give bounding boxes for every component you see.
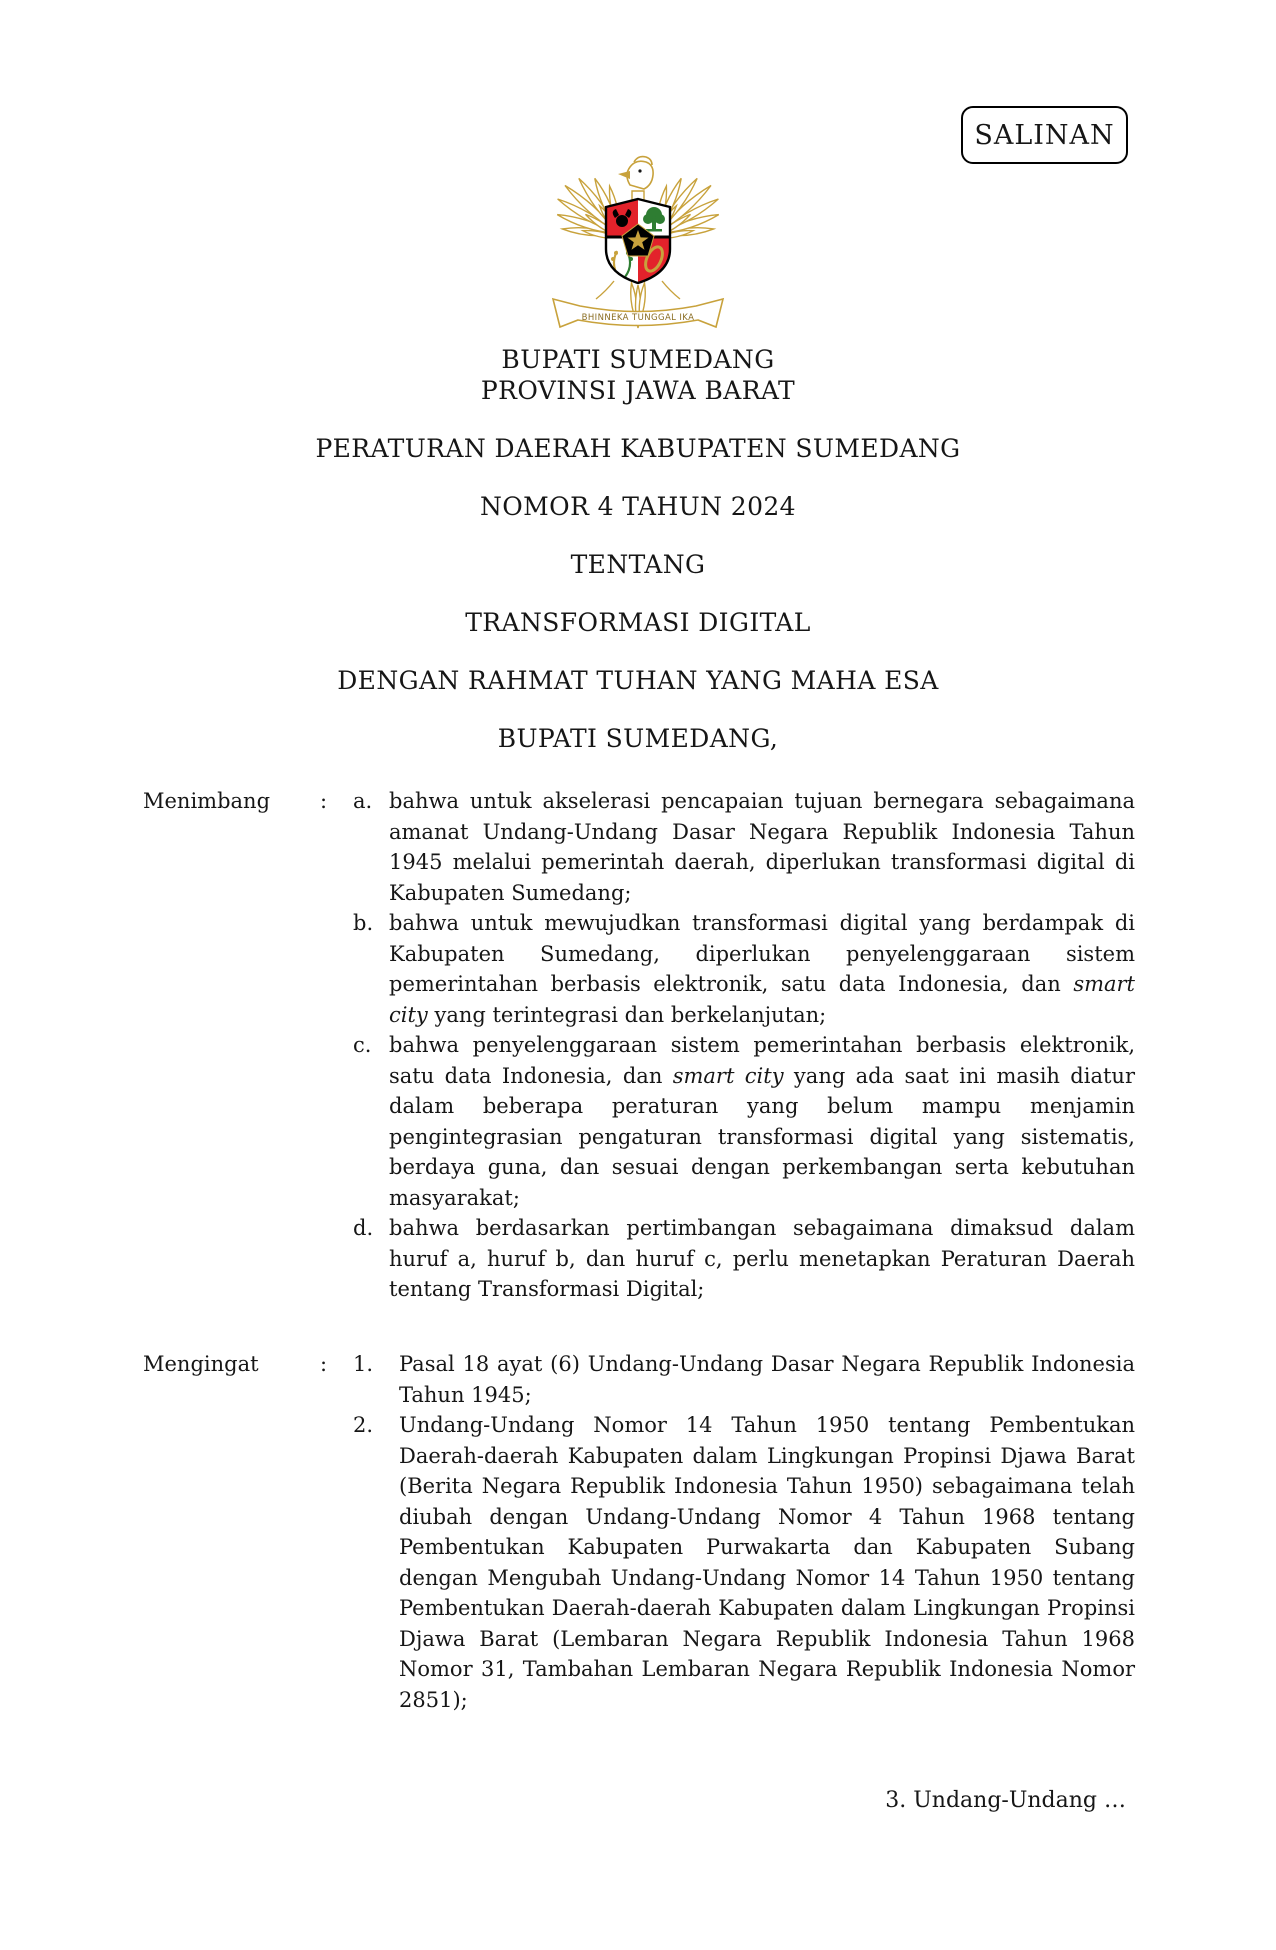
item-text-run: bahwa untuk akselerasi pencapaian tujuan bernegara sebagaimana amanat Undang-Undang Dasar Negara Republik Indonesia Tahun 1945 melalui pemerintah daerah, diperlukan transformasi digital di Kabupaten Sumedang; (389, 789, 1135, 905)
item-text-italic: smart city (389, 972, 1135, 1027)
menimbang-item-a (353, 786, 1135, 908)
menimbang-label: Menimbang (143, 789, 271, 813)
salinan-label: SALINAN (974, 119, 1115, 151)
mengingat-item-1 (353, 1349, 1135, 1410)
salinan-stamp (961, 106, 1128, 164)
mengingat-section (143, 1349, 1135, 1715)
garuda-pancasila-icon (518, 131, 758, 349)
item-marker: c. (353, 1033, 372, 1057)
item-text-run: yang terintegrasi dan berkelanjutan; (427, 1002, 827, 1027)
menimbang-colon: : (320, 789, 328, 813)
menimbang-item-c (353, 1030, 1135, 1213)
catchword-next-page: 3. Undang-Undang … (885, 1788, 1126, 1813)
regulation-subject: TRANSFORMASI DIGITAL (465, 608, 811, 637)
item-text-run: bahwa untuk mewujudkan transformasi digital yang berdampak di Kabupaten Sumedang, diperlukan penyelenggaraan sistem pemerintahan berbasis elektronik, satu data Indonesia, dan (389, 911, 1135, 996)
issuer-province: PROVINSI JAWA BARAT (480, 376, 796, 405)
item-text (389, 1030, 1135, 1213)
item-text (399, 1410, 1135, 1715)
item-text (399, 1349, 1135, 1410)
pancasila-shield (606, 199, 670, 283)
mengingat-item-2 (353, 1410, 1135, 1715)
document-headings (0, 344, 1276, 754)
item-text (389, 786, 1135, 908)
item-text-run: yang ada saat ini masih diatur dalam beberapa peraturan yang belum mampu menjamin pengintegrasian pengaturan transformasi digital yang sistematis, berdaya guna, dan sesuai dengan perkembangan serta kebutuhan masyarakat; (389, 1063, 1135, 1210)
item-text-run: Undang-Undang Nomor 14 Tahun 1950 tentang Pembentukan Daerah-daerah Kabupaten dalam Lingkungan Propinsi Djawa Barat (Berita Negara Republik Indonesia Tahun 1950) sebagaimana telah diubah dengan Undang-Undang Nomor 4 Tahun 1968 tentang Pembentukan Kabupaten Purwakarta dan Kabupaten Subang dengan Mengubah Undang-Undang Nomor 14 Tahun 1950 tentang Pembentukan Daerah-daerah Kabupaten dalam Lingkungan Propinsi Djawa Barat (Lembaran Negara Republik Indonesia Tahun 1968 Nomor 31, Tambahan Lembaran Negara Republik Indonesia Nomor 2851); (399, 1413, 1135, 1712)
invocation-line: DENGAN RAHMAT TUHAN YANG MAHA ESA (337, 666, 939, 695)
menimbang-item-b (353, 908, 1135, 1030)
menimbang-items (353, 786, 1135, 1305)
item-marker: d. (353, 1216, 374, 1240)
regulation-type: PERATURAN DAERAH KABUPATEN SUMEDANG (315, 434, 961, 463)
item-text-run: bahwa berdasarkan pertimbangan sebagaimana dimaksud dalam huruf a, huruf b, dan huruf c, perlu menetapkan Peraturan Daerah tentang Transformasi Digital; (389, 1216, 1135, 1301)
item-text-run: bahwa penyelenggaraan sistem pemerintahan berbasis elektronik, satu data Indonesia, dan (389, 1033, 1135, 1088)
mengingat-colon: : (320, 1352, 328, 1376)
item-marker: a. (353, 789, 373, 813)
item-marker: 2. (353, 1413, 374, 1437)
regulation-number: NOMOR 4 TAHUN 2024 (480, 492, 796, 521)
menimbang-section (143, 786, 1135, 1305)
issuer-signature-title: BUPATI SUMEDANG, (497, 724, 779, 753)
item-marker: 1. (353, 1352, 374, 1376)
item-text (389, 1213, 1135, 1305)
issuer-title: BUPATI SUMEDANG (501, 345, 775, 374)
item-text-italic: smart city (672, 1063, 784, 1088)
tentang-label: TENTANG (570, 550, 706, 579)
mengingat-items (353, 1349, 1135, 1715)
mengingat-label: Mengingat (143, 1352, 259, 1376)
emblem-motto: BHINNEKA TUNGGAL IKA (581, 313, 695, 323)
item-marker: b. (353, 911, 374, 935)
garuda-head (618, 157, 653, 189)
item-text-run: Pasal 18 ayat (6) Undang-Undang Dasar Negara Republik Indonesia Tahun 1945; (399, 1352, 1135, 1407)
menimbang-item-d (353, 1213, 1135, 1305)
item-text (389, 908, 1135, 1030)
